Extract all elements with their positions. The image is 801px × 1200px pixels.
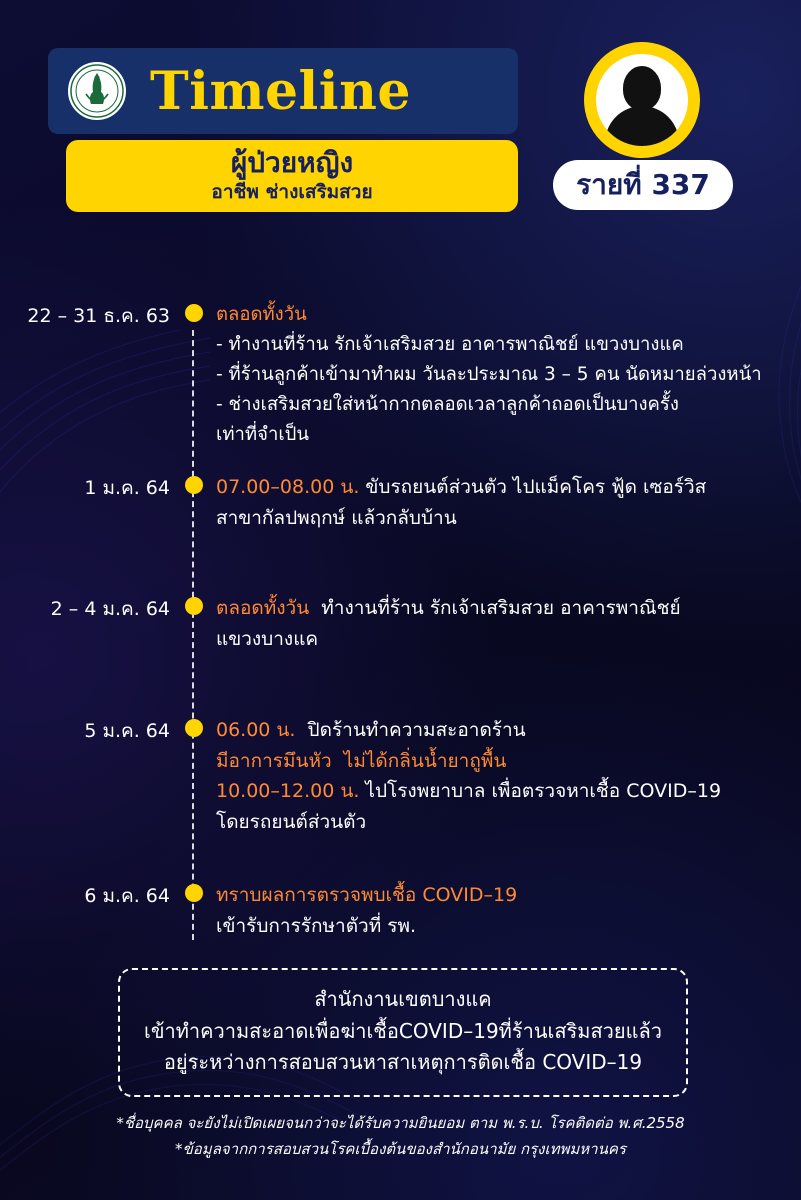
- event-line: [216, 593, 777, 624]
- case-number-badge: [553, 160, 733, 210]
- event-line: แขวงบางแค: [216, 628, 319, 651]
- event-line-highlight: 07.00–08.00 น.: [216, 475, 360, 498]
- subtitle-occupation: อาชีพ ช่างเสริมสวย: [211, 180, 373, 203]
- timeline-dot: [185, 476, 203, 494]
- event-line-text: ทำงานที่ร้าน รักเจ้าเสริมสวย อาคารพาณิชย์: [309, 597, 681, 620]
- timeline-event: [0, 300, 801, 450]
- event-dot-column: [180, 300, 208, 450]
- event-line: [216, 300, 777, 330]
- note-line: อยู่ระหว่างการสอบสวนหาสาเหตุการติดเชื้อ COVID–19: [163, 1050, 643, 1075]
- event-date: 1 ม.ค. 64: [84, 476, 170, 499]
- timeline: [0, 300, 801, 948]
- event-body: [208, 593, 801, 655]
- event-date: 2 – 4 ม.ค. 64: [50, 598, 170, 621]
- event-line-text: ไปโรงพยาบาล เพื่อตรวจหาเชื้อ COVID–19: [359, 780, 722, 803]
- timeline-dot: [185, 597, 203, 615]
- event-line-highlight: ตลอดทั้งวัน: [216, 597, 310, 620]
- event-dot-column: [180, 715, 208, 838]
- event-line: - ทำงานที่ร้าน รักเจ้าเสริมสวย อาคารพาณิชย์ แขวงบางแค: [216, 333, 684, 355]
- note-box: [118, 968, 688, 1097]
- event-line: - ช่างเสริมสวยใส่หน้ากากตลอดเวลาลูกค้าถอดเป็นบางครั้ง: [216, 393, 679, 415]
- event-line-text: ปิดร้านทำความสะอาดร้าน: [295, 718, 526, 741]
- page-title: Timeline: [150, 60, 411, 122]
- event-date: 22 – 31 ธ.ค. 63: [27, 305, 170, 327]
- event-line: [216, 715, 777, 746]
- event-line: [216, 472, 777, 503]
- event-line: [216, 776, 777, 807]
- footnote: *ข้อมูลจากการสอบสวนโรคเบื้องต้นของสำนักอนามัย กรุงเทพมหานคร: [175, 1140, 626, 1159]
- timeline-event: [0, 472, 801, 534]
- event-body: [208, 472, 801, 534]
- timeline-event: [0, 715, 801, 838]
- government-seal-icon: [66, 60, 128, 122]
- timeline-event: [0, 880, 801, 942]
- event-line: [216, 746, 777, 777]
- footnote: *ชื่อบุคคล จะยังไม่เปิดเผยจนกว่าจะได้รับความยินยอม ตาม พ.ร.บ. โรคติดต่อ พ.ศ.2558: [116, 1114, 685, 1132]
- event-line-text: ขับรถยนต์ส่วนตัว ไปแม็คโคร ฟู้ด เซอร์วิส: [359, 475, 707, 498]
- event-dot-column: [180, 880, 208, 942]
- event-dot-column: [180, 593, 208, 655]
- event-line-highlight: ตลอดทั้งวัน: [216, 304, 307, 325]
- event-body: [208, 300, 801, 450]
- avatar-body: [605, 106, 679, 146]
- event-line: โดยรถยนต์ส่วนตัว: [216, 811, 367, 834]
- event-line: - ที่ร้านลูกค้าเข้ามาทำผม วันละประมาณ 3 – 5 คน นัดหมายล่วงหน้า: [216, 363, 762, 385]
- timeline-dot: [185, 304, 203, 322]
- subtitle-plate: [66, 140, 518, 212]
- note-line: เข้าทำความสะอาดเพื่อฆ่าเชื้อCOVID–19ที่ร้านเสริมสวยแล้ว: [144, 1018, 662, 1043]
- event-line-highlight: มีอาการมึนหัว ไม่ได้กลิ่นน้ำยาถูพื้น: [216, 749, 507, 772]
- event-line-highlight: 06.00 น.: [216, 718, 296, 741]
- event-line: เข้ารับการรักษาตัวที่ รพ.: [216, 914, 417, 937]
- event-dot-column: [180, 472, 208, 534]
- person-silhouette-icon: [596, 54, 688, 146]
- footnotes: [0, 1110, 801, 1163]
- case-number-label: รายที่ 337: [576, 168, 710, 201]
- event-line: [216, 880, 777, 911]
- event-body: [208, 880, 801, 942]
- note-line: สำนักงานเขตบางแค: [314, 987, 492, 1011]
- subtitle-main: ผู้ป่วยหญิง: [230, 146, 354, 179]
- event-line-highlight: 10.00–12.00 น.: [216, 780, 360, 803]
- event-body: [208, 715, 801, 838]
- timeline-event: [0, 593, 801, 655]
- event-line: เท่าที่จำเป็น: [216, 423, 310, 445]
- event-line-highlight: ทราบผลการตรวจพบเชื้อ COVID–19: [216, 883, 518, 906]
- event-date: 6 ม.ค. 64: [84, 884, 170, 907]
- event-line: สาขากัลปพฤกษ์ แล้วกลับบ้าน: [216, 506, 457, 529]
- event-date: 5 ม.ค. 64: [84, 719, 170, 742]
- timeline-dot: [185, 719, 203, 737]
- header: [0, 0, 801, 240]
- avatar-head: [623, 66, 661, 110]
- timeline-dot: [185, 884, 203, 902]
- avatar: [584, 42, 700, 158]
- title-plate: [48, 48, 518, 134]
